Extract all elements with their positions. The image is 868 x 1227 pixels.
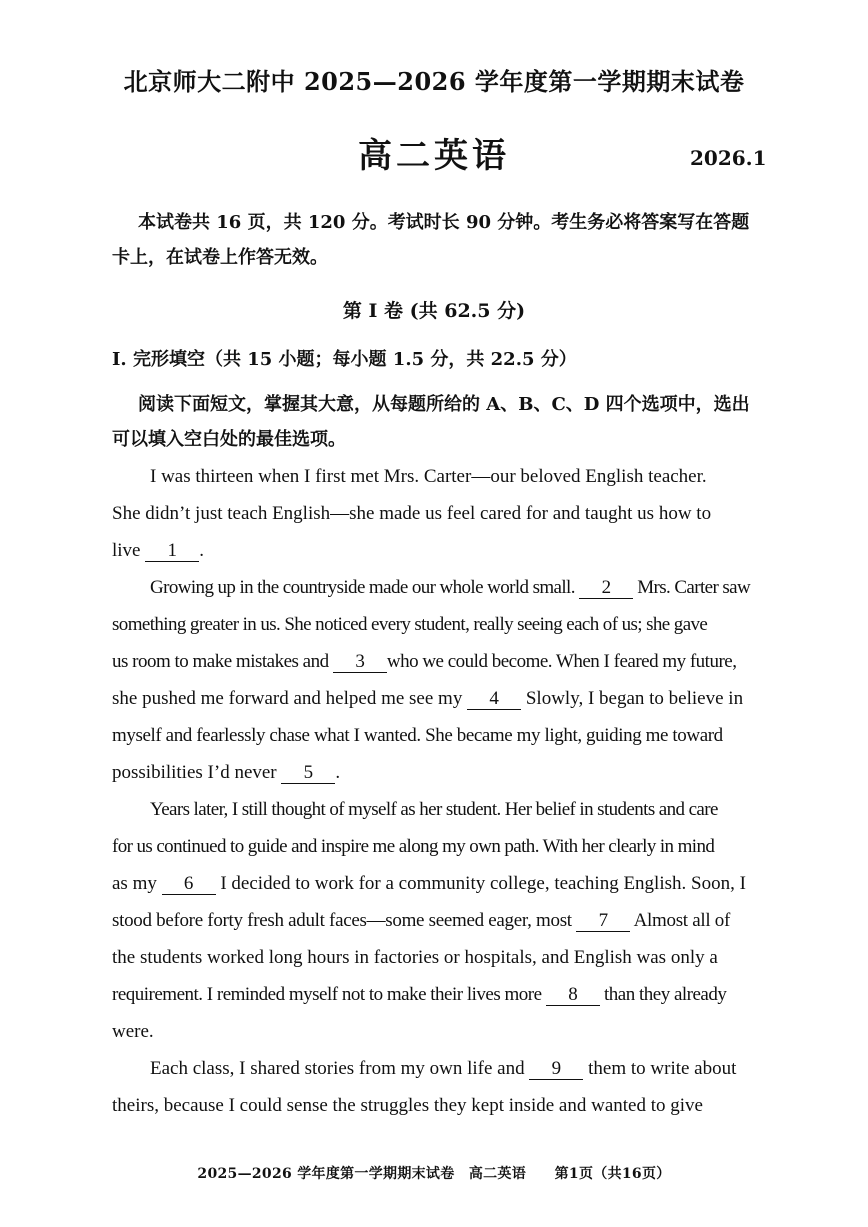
- text-segment: Almost all of: [633, 910, 730, 931]
- passage-line: [112, 688, 743, 710]
- passage-line: were.: [112, 1021, 154, 1042]
- blank-7: 7: [576, 911, 630, 932]
- text-segment: Slowly, I began to believe in: [525, 688, 744, 709]
- passage-line: [112, 762, 340, 784]
- blank-6: 6: [162, 874, 216, 895]
- blank-2: 2: [579, 578, 633, 599]
- passage-line: [150, 1058, 736, 1080]
- text-segment: .: [199, 540, 204, 561]
- section-title: 第 I 卷 (共 62.5 分): [342, 300, 526, 322]
- passage-line: [112, 873, 746, 895]
- text-segment: she pushed me forward and helped me see my: [112, 688, 463, 709]
- text-segment: them to write about: [588, 1058, 737, 1079]
- text-segment: stood before forty fresh adult faces—some seemed eager, most: [112, 910, 572, 931]
- part-title: I. 完形填空（共 15 小题；每小题 1.5 分，共 22.5 分）: [112, 349, 577, 370]
- passage-line: Years later, I still thought of myself as her student. Her belief in students and care: [150, 799, 718, 820]
- passage-line: theirs, because I could sense the struggles they kept inside and wanted to give: [112, 1095, 703, 1116]
- blank-1: 1: [145, 541, 199, 562]
- text-segment: Growing up in the countryside made our whole world small.: [150, 577, 575, 598]
- blank-3: 3: [333, 652, 387, 673]
- text-segment: I decided to work for a community college, teaching English. Soon, I: [220, 873, 746, 894]
- passage-line: something greater in us. She noticed every student, really seeing each of us; she gave: [112, 614, 708, 635]
- passage-line: myself and fearlessly chase what I wanted. She became my light, guiding me toward: [112, 725, 723, 746]
- instructions-line-2: 卡上，在试卷上作答无效。: [112, 247, 328, 268]
- passage-line: [150, 577, 750, 599]
- passage-line: for us continued to guide and inspire me along my own path. With her clearly in mind: [112, 836, 715, 857]
- instructions-line-1: 本试卷共 16 页，共 120 分。考试时长 90 分钟。考生务必将答案写在答题: [138, 212, 750, 233]
- text-segment: us room to make mistakes and: [112, 651, 329, 672]
- passage-line: [112, 910, 730, 932]
- blank-8: 8: [546, 985, 600, 1006]
- text-segment: live: [112, 540, 141, 561]
- school-exam-title: 北京师大二附中 2025—2026 学年度第一学期期末试卷: [123, 67, 745, 96]
- blank-4: 4: [467, 689, 521, 710]
- passage-line: the students worked long hours in factories or hospitals, and English was only a: [112, 947, 718, 968]
- text-segment: than they already: [604, 984, 727, 1005]
- text-segment: requirement. I reminded myself not to make their lives more: [112, 984, 542, 1005]
- text-segment: Each class, I shared stories from my own life and: [150, 1058, 525, 1079]
- text-segment: Mrs. Carter saw: [637, 577, 751, 598]
- passage-line: [112, 651, 736, 673]
- text-segment: .: [335, 762, 341, 783]
- passage-line: [112, 540, 204, 562]
- passage-line: I was thirteen when I first met Mrs. Carter—our beloved English teacher.: [150, 466, 707, 487]
- passage-line: [112, 984, 726, 1006]
- text-segment: as my: [112, 873, 157, 894]
- text-segment: who we could become. When I feared my future,: [386, 651, 737, 672]
- blank-9: 9: [529, 1059, 583, 1080]
- directions-line-1: 阅读下面短文，掌握其大意，从每题所给的 A、B、C、D 四个选项中，选出: [138, 394, 750, 415]
- subject-title: 高二英语: [358, 136, 510, 176]
- passage-line: She didn’t just teach English—she made us feel cared for and taught us how to: [112, 503, 712, 524]
- directions-line-2: 可以填入空白处的最佳选项。: [112, 429, 346, 450]
- blank-5: 5: [281, 763, 335, 784]
- page-footer: 2025—2026 学年度第一学期期末试卷 高二英语 第1页（共16页）: [197, 1166, 671, 1182]
- text-segment: possibilities I’d never: [112, 762, 277, 783]
- exam-date: 2026.1: [690, 146, 767, 170]
